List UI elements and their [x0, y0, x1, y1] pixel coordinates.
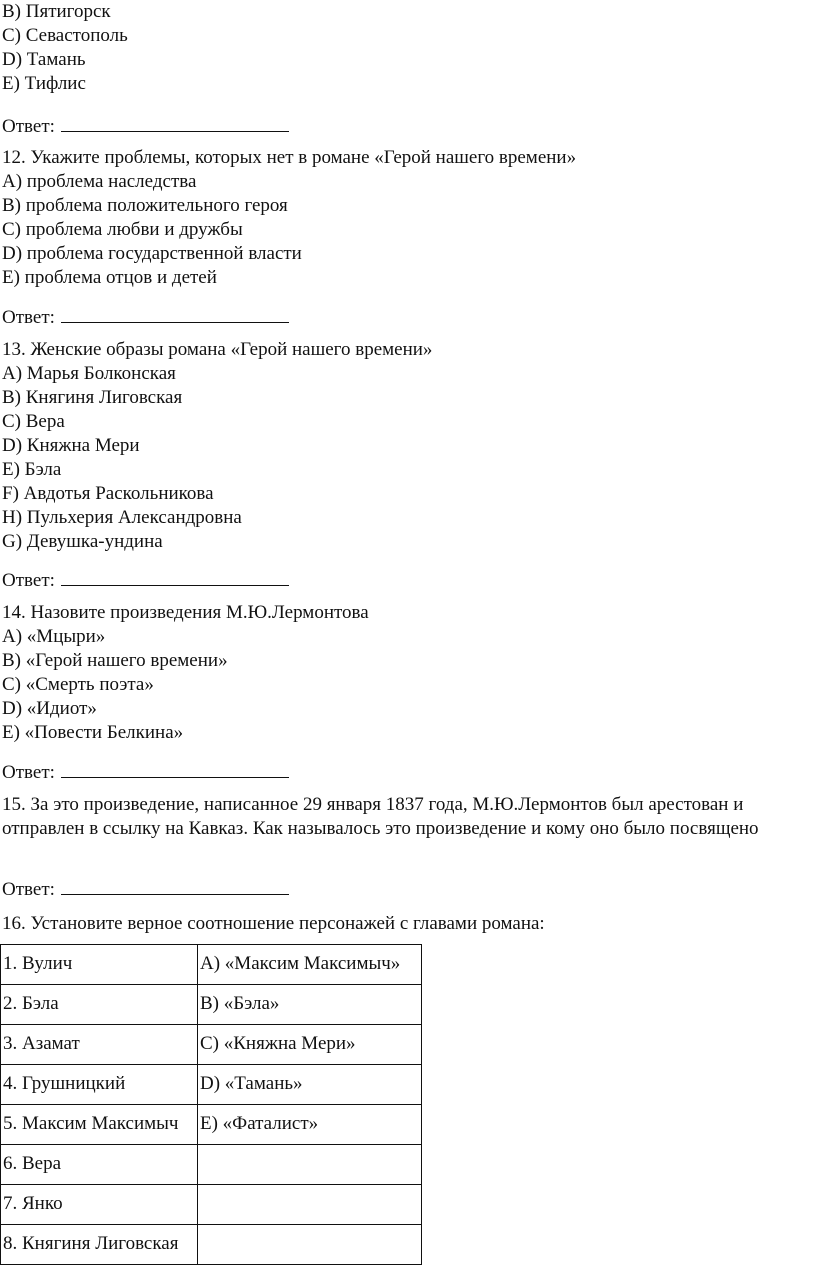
- table-row: [1, 1145, 422, 1185]
- q14-option-d: D) «Идиот»: [2, 698, 97, 719]
- q12-option-c: C) проблема любви и дружбы: [2, 219, 243, 240]
- q15-answer-line: [2, 877, 289, 901]
- answer-blank: [61, 114, 289, 132]
- character-cell: 8. Княгиня Лиговская: [1, 1225, 198, 1265]
- q12-question: 12. Укажите проблемы, которых нет в романе «Герой нашего времени»: [2, 147, 577, 168]
- answer-blank: [61, 568, 289, 586]
- character-cell: 7. Янко: [1, 1185, 198, 1225]
- q13-option-e: E) Бэла: [2, 459, 62, 480]
- q12-option-a: A) проблема наследства: [2, 171, 197, 192]
- answer-blank: [61, 305, 289, 323]
- answer-label: Ответ:: [2, 762, 55, 783]
- q11-option-e: E) Тифлис: [2, 73, 86, 94]
- chapter-cell: [198, 1145, 422, 1185]
- q15-question: 15. За это произведение, написанное 29 января 1837 года, М.Ю.Лермонтов был арестован и отправлен в ссылку на Кавказ. Как называлось это произведение и кому оно было посвящено: [2, 794, 759, 839]
- table-row: [1, 1225, 422, 1265]
- table-row: [1, 1105, 422, 1145]
- q13-option-c: C) Вера: [2, 411, 65, 432]
- q13-option-a: A) Марья Болконская: [2, 363, 176, 384]
- q13-option-h: H) Пульхерия Александровна: [2, 507, 242, 528]
- answer-label: Ответ:: [2, 307, 55, 328]
- q11-option-c: C) Севастополь: [2, 25, 128, 46]
- character-cell: 4. Грушницкий: [1, 1065, 198, 1105]
- answer-label: Ответ:: [2, 116, 55, 137]
- q12-answer-line: [2, 305, 289, 329]
- table-row: [1, 1185, 422, 1225]
- q11-option-b: B) Пятигорск: [2, 1, 111, 22]
- answer-blank: [61, 760, 289, 778]
- q13-option-b: B) Княгиня Лиговская: [2, 387, 183, 408]
- character-cell: 5. Максим Максимыч: [1, 1105, 198, 1145]
- q16-question: 16. Установите верное соотношение персонажей с главами романа:: [2, 913, 545, 934]
- q13-option-f: F) Авдотья Раскольникова: [2, 483, 214, 504]
- q14-option-e: E) «Повести Белкина»: [2, 722, 184, 743]
- answer-label: Ответ:: [2, 570, 55, 591]
- q13-question: 13. Женские образы романа «Герой нашего времени»: [2, 339, 433, 360]
- answer-label: Ответ:: [2, 879, 55, 900]
- chapter-cell: D) «Тамань»: [198, 1065, 422, 1105]
- chapter-cell: B) «Бэла»: [198, 985, 422, 1025]
- q14-answer-line: [2, 760, 289, 784]
- q13-option-d: D) Княжна Мери: [2, 435, 140, 456]
- chapter-cell: [198, 1225, 422, 1265]
- character-cell: 3. Азамат: [1, 1025, 198, 1065]
- q11-answer-line: [2, 114, 289, 138]
- q14-option-c: C) «Смерть поэта»: [2, 674, 154, 695]
- table-row: [1, 985, 422, 1025]
- q14-option-a: A) «Мцыри»: [2, 626, 106, 647]
- character-cell: 1. Вулич: [1, 945, 198, 985]
- chapter-cell: E) «Фаталист»: [198, 1105, 422, 1145]
- chapter-cell: [198, 1185, 422, 1225]
- q12-option-b: B) проблема положительного героя: [2, 195, 288, 216]
- q14-option-b: B) «Герой нашего времени»: [2, 650, 228, 671]
- matching-table: [0, 944, 422, 1265]
- chapter-cell: C) «Княжна Мери»: [198, 1025, 422, 1065]
- q12-option-e: E) проблема отцов и детей: [2, 267, 217, 288]
- character-cell: 6. Вера: [1, 1145, 198, 1185]
- q12-option-d: D) проблема государственной власти: [2, 243, 302, 264]
- table-row: [1, 945, 422, 985]
- q13-answer-line: [2, 568, 289, 592]
- character-cell: 2. Бэла: [1, 985, 198, 1025]
- table-row: [1, 1065, 422, 1105]
- chapter-cell: A) «Максим Максимыч»: [198, 945, 422, 985]
- answer-blank: [61, 877, 289, 895]
- q14-question: 14. Назовите произведения М.Ю.Лермонтова: [2, 602, 369, 623]
- q11-option-d: D) Тамань: [2, 49, 86, 70]
- q13-option-g: G) Девушка-ундина: [2, 531, 163, 552]
- table-row: [1, 1025, 422, 1065]
